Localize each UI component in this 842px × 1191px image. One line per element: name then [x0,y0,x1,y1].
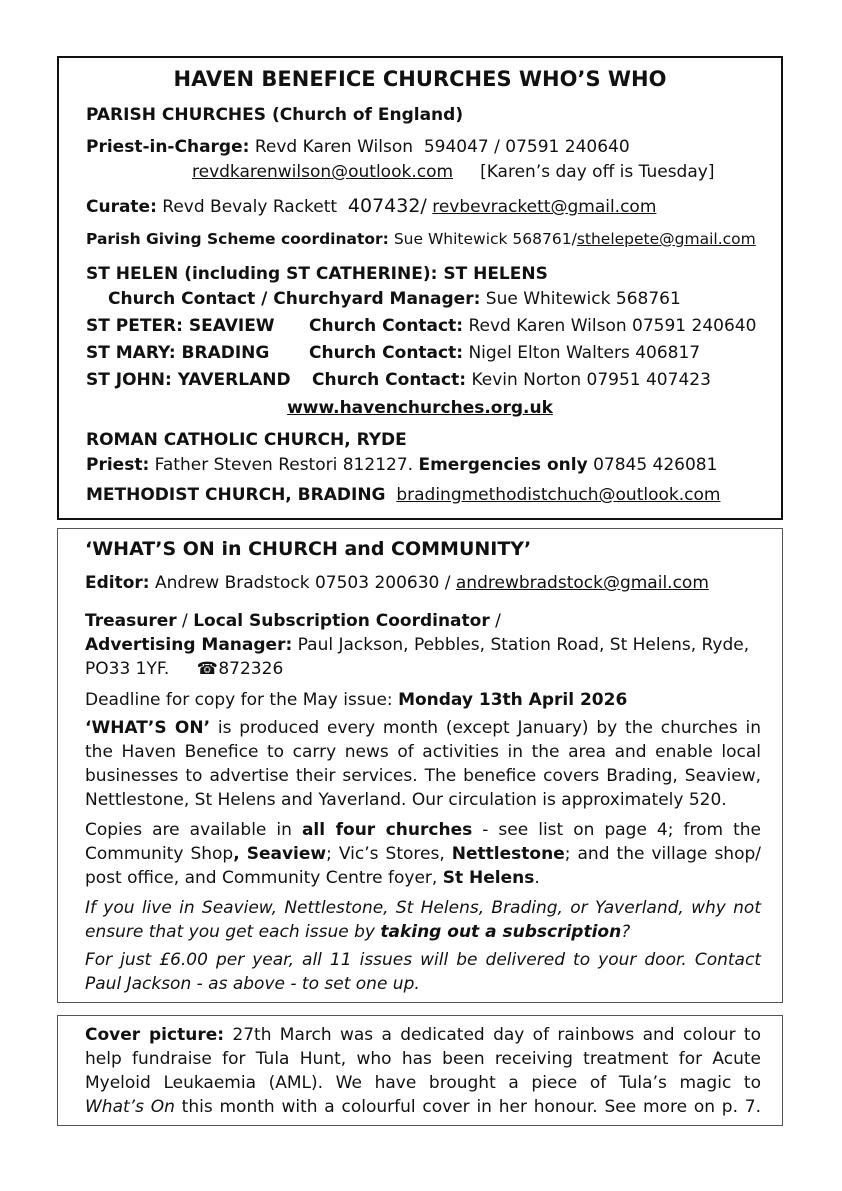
copies-h: ; and the village shop/ [564,844,761,864]
cover-label: Cover picture: [85,1025,225,1045]
priest-note: [Karen’s day off is Tuesday] [480,162,715,182]
curate-label: Curate: [86,197,157,217]
treasurer-label: Treasurer [85,611,177,631]
cover-l4b: this month with a colourful cover in her honour. See more on p. 7. [181,1097,761,1117]
church-name-mary: ST MARY: BRADING [86,343,270,363]
cover-picture-box [57,1015,783,1126]
parish-heading: PARISH CHURCHES (Church of England) [86,105,464,125]
giving-email-link[interactable]: sthelepete@gmail.com [576,230,756,248]
cover-line-3: Myeloid Leukaemia (AML). We have brought a piece of Tula’s magic to [85,1073,761,1093]
rc-emergency-phone: 07845 426081 [593,455,718,475]
rc-emergency-label: Emergencies only [418,455,588,475]
st-helen-contact-label: Church Contact / Churchyard Manager: [108,289,481,309]
postcode-line [85,658,283,680]
copies-a: Copies are available in [85,820,292,840]
copies-c: - see list on page 4; from the [482,820,761,840]
church-contact-label: Church Contact: [309,343,464,363]
advertising-address: Paul Jackson, Pebbles, Station Road, St Helens, Ryde, [297,635,750,655]
cover-line-2: help fundraise for Tula Hunt, who has been receiving treatment for Acute [85,1049,761,1069]
church-name-john: ST JOHN: YAVERLAND [86,370,291,390]
subscription-l2b: taking out a subscription [380,922,622,942]
rc-priest-line [86,454,717,476]
editor-text: Andrew Bradstock 07503 200630 / [155,573,451,593]
copies-k: . [534,868,540,888]
giving-label: Parish Giving Scheme coordinator: [86,230,389,248]
priest-line-2 [192,161,714,183]
st-helen-contact: Sue Whitewick 568761 [485,289,681,309]
about-text-1: is produced every month (except January) by the churches in [217,718,761,738]
copies-line-1 [85,819,761,841]
treasurer-sep-2: / [489,611,501,631]
priest-line [86,136,630,158]
advertising-line [85,634,749,656]
rc-heading: ROMAN CATHOLIC CHURCH, RYDE [86,430,407,450]
whos-who-box [57,56,783,520]
church-contact-label: Church Contact: [309,316,464,336]
copies-b: all four churches [301,820,473,840]
methodist-heading: METHODIST CHURCH, BRADING [86,485,386,505]
advertising-label: Advertising Manager: [85,635,293,655]
cover-text-1: 27th March was a dedicated day of rainbows and colour to [232,1025,761,1045]
about-line-2: the Haven Benefice to carry news of activities in the area and enable local [85,742,761,762]
editor-label: Editor: [85,573,150,593]
copies-line-3 [85,867,540,889]
whats-on-box [57,528,783,1003]
subscription-line-1: If you live in Seaview, Nettlestone, St Helens, Brading, or Yaverland, why not [85,898,761,918]
priest-name: Revd Karen Wilson [254,137,414,157]
whos-who-title: HAVEN BENEFICE CHURCHES WHO’S WHO [173,67,667,91]
editor-line [85,572,709,594]
about-line-1 [85,717,761,739]
website-link[interactable]: www.havenchurches.org.uk [287,398,553,418]
copies-e: Seaview [246,844,327,864]
church-contact-john [312,369,711,391]
about-line-3: businesses to advertise their services. The benefice covers Brading, Seaview, [85,766,761,786]
church-name-peter: ST PETER: SEAVIEW [86,316,275,336]
subscription-l2a: ensure that you get each issue by [85,922,375,942]
curate-email-link[interactable]: revbevrackett@gmail.com [432,197,657,217]
priest-phones: 594047 / 07591 240640 [423,137,630,157]
deadline-line [85,689,627,711]
treasurer-sep: / [176,611,194,631]
telephone-icon: ☎ [196,659,218,679]
curate-name: Revd Bevaly Rackett [162,197,338,217]
copies-d: Community Shop [85,844,234,864]
priest-email-link[interactable]: revdkarenwilson@outlook.com [192,162,454,182]
about-lead: ‘WHAT’S ON’ [85,718,211,738]
copies-j: St Helens [442,868,535,888]
church-contact-mary [309,342,700,364]
curate-phone: 407432/ [347,195,427,217]
rc-priest-label: Priest: [86,455,150,475]
cover-line-1 [85,1024,761,1046]
church-contact-value: Kevin Norton 07951 407423 [471,370,711,390]
deadline-text: Deadline for copy for the May issue: [85,690,393,710]
subscription-line-3: For just £6.00 per year, all 11 issues will be delivered to your door. Contact [85,950,761,970]
cover-line-4 [85,1096,761,1118]
rc-priest-text: Father Steven Restori 812127. [154,455,414,475]
editor-email-link[interactable]: andrewbradstock@gmail.com [455,573,709,593]
church-contact-peter [309,315,756,337]
church-contact-label: Church Contact: [312,370,467,390]
treasurer-phone: 872326 [218,659,284,679]
copies-line-2: Community Shop, Seaview; Vic’s Stores, Nettlestone; and the village shop/ [85,844,761,864]
church-contact-value: Revd Karen Wilson 07591 240640 [468,316,757,336]
subscription-coordinator-label: Local Subscription Coordinator [193,611,490,631]
church-contact-value: Nigel Elton Walters 406817 [468,343,701,363]
giving-name: Sue Whitewick 568761/ [393,230,577,248]
postcode: PO33 1YF. [85,659,170,679]
st-helen-contact-line [108,288,681,310]
about-line-4: Nettlestone, St Helens and Yaverland. Our circulation is approximately 520. [85,790,727,810]
priest-label: Priest-in-Charge: [86,137,250,157]
whats-on-title: ‘WHAT’S ON in CHURCH and COMMUNITY’ [85,538,532,560]
curate-line [86,195,656,218]
copies-g: Nettlestone [451,844,565,864]
treasurer-line [85,610,501,632]
subscription-line-2 [85,921,630,943]
copies-f: ; Vic’s Stores, [326,844,445,864]
methodist-email-link[interactable]: bradingmethodistchuch@outlook.com [396,485,721,505]
st-helen-heading: ST HELEN (including ST CATHERINE): ST HELENS [86,264,548,284]
subscription-l2c: ? [621,922,631,942]
copies-i: post office, and Community Centre foyer, [85,868,438,888]
giving-line [86,228,756,250]
methodist-line [86,484,720,506]
subscription-line-4: Paul Jackson - as above - to set one up. [85,974,420,994]
cover-l4a: What’s On [85,1097,175,1117]
deadline-date: Monday 13th April 2026 [398,690,628,710]
